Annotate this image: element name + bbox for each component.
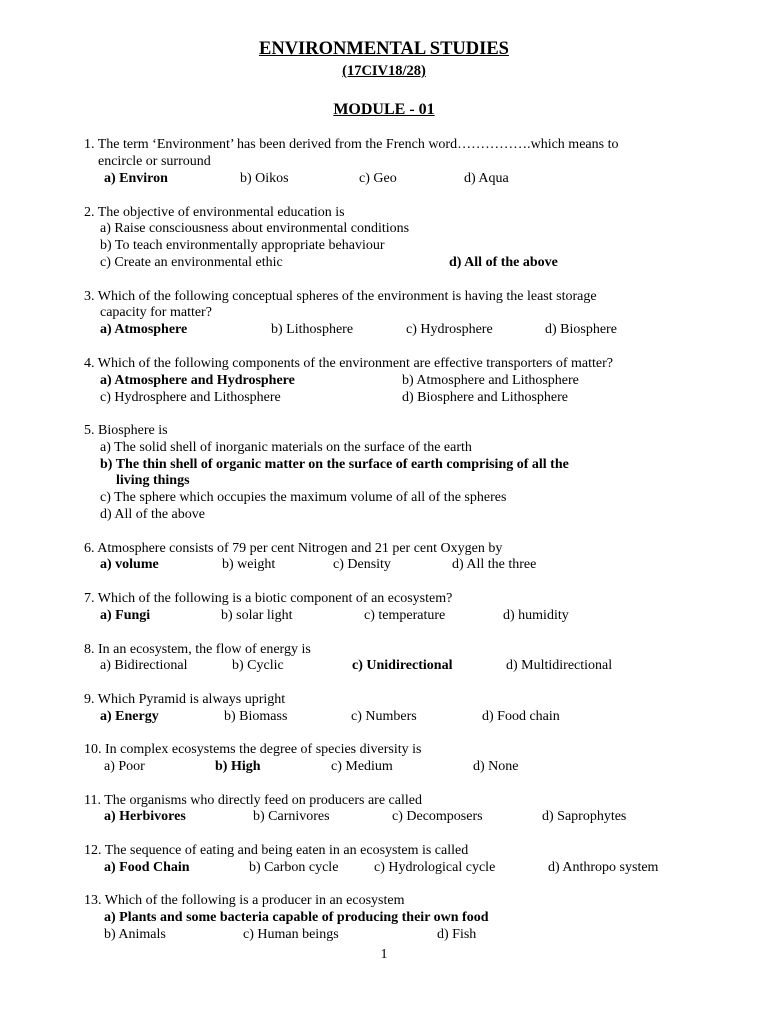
option-c: c) Human beings xyxy=(243,927,339,942)
option-a-answer: a) volume xyxy=(100,557,159,572)
option-a: a) Poor xyxy=(104,759,145,774)
option-b: b) Biomass xyxy=(224,709,288,724)
option-a-answer: a) Energy xyxy=(100,709,159,724)
option-b: b) Lithosphere xyxy=(271,322,354,337)
option-c: c) Decomposers xyxy=(392,809,483,824)
option-c: c) Hydrosphere xyxy=(406,322,493,337)
question-stem: 2. The objective of environmental education is xyxy=(84,205,345,220)
option-a-answer: a) Environ xyxy=(104,171,168,186)
option-d: d) Multidirectional xyxy=(506,658,613,673)
option-b: b) Carbon cycle xyxy=(249,860,339,875)
option-d: d) Saprophytes xyxy=(542,809,627,824)
question-stem: 3. Which of the following conceptual spheres of the environment is having the least storage xyxy=(84,289,597,304)
question-stem: 6. Atmosphere consists of 79 per cent Nitrogen and 21 per cent Oxygen by xyxy=(84,541,503,556)
option-d: d) Fish xyxy=(437,927,477,942)
option-b: b) Carnivores xyxy=(253,809,330,824)
option-d: d) Aqua xyxy=(464,171,509,186)
option-b: b) Cyclic xyxy=(232,658,284,673)
option-a-answer: a) Atmosphere xyxy=(100,322,188,337)
option-d: d) Biosphere and Lithosphere xyxy=(402,390,569,405)
question-stem: 7. Which of the following is a biotic component of an ecosystem? xyxy=(84,591,453,606)
option-d: d) None xyxy=(473,759,519,774)
option-c: c) Hydrosphere and Lithosphere xyxy=(100,390,281,405)
document-title: ENVIRONMENTAL STUDIES xyxy=(259,39,509,59)
option-d: d) Anthropo system xyxy=(548,860,659,875)
page-number: 1 xyxy=(380,947,388,962)
option-d-answer: d) All of the above xyxy=(449,255,558,270)
question-stem: 9. Which Pyramid is always upright xyxy=(84,692,286,707)
question-stem-cont: encircle or surround xyxy=(98,154,211,169)
course-code: (17CIV18/28) xyxy=(342,63,426,79)
option-c: c) Numbers xyxy=(351,709,417,724)
option-b: b) solar light xyxy=(221,608,293,623)
option-b: b) weight xyxy=(222,557,276,572)
question-stem: 1. The term ‘Environment’ has been derived from the French word…………….which means to xyxy=(84,137,619,152)
option-a: a) The solid shell of inorganic materials on the surface of the earth xyxy=(100,440,472,455)
option-d: d) humidity xyxy=(503,608,569,623)
option-d: d) All the three xyxy=(452,557,537,572)
option-c: c) Medium xyxy=(331,759,393,774)
option-b-answer: b) The thin shell of organic matter on the surface of earth comprising of all the xyxy=(100,457,569,472)
option-b-answer-cont: living things xyxy=(116,473,190,488)
option-b: b) Animals xyxy=(104,927,166,942)
option-a-answer: a) Plants and some bacteria capable of producing their own food xyxy=(104,910,489,925)
question-stem: 8. In an ecosystem, the flow of energy is xyxy=(84,642,311,657)
option-a-answer: a) Food Chain xyxy=(104,860,190,875)
option-d: d) Biosphere xyxy=(545,322,617,337)
option-c: c) Hydrological cycle xyxy=(374,860,496,875)
option-a: a) Bidirectional xyxy=(100,658,188,673)
option-c: c) Create an environmental ethic xyxy=(100,255,283,270)
module-heading: MODULE - 01 xyxy=(333,101,435,118)
option-d: d) All of the above xyxy=(100,507,205,522)
question-stem: 11. The organisms who directly feed on producers are called xyxy=(84,793,422,808)
option-a-answer: a) Fungi xyxy=(100,608,151,623)
option-c-answer: c) Unidirectional xyxy=(352,658,453,673)
question-stem: 12. The sequence of eating and being eaten in an ecosystem is called xyxy=(84,843,469,858)
option-b: b) Atmosphere and Lithosphere xyxy=(402,373,579,388)
question-stem-cont: capacity for matter? xyxy=(100,305,212,320)
option-b-answer: b) High xyxy=(215,759,261,774)
option-c: c) Geo xyxy=(359,171,397,186)
option-c: c) Density xyxy=(333,557,391,572)
option-a-answer: a) Herbivores xyxy=(104,809,186,824)
question-stem: 4. Which of the following components of the environment are effective transporters of matter? xyxy=(84,356,613,371)
option-d: d) Food chain xyxy=(482,709,560,724)
question-stem: 5. Biosphere is xyxy=(84,423,168,438)
option-c: c) temperature xyxy=(364,608,446,623)
question-stem: 10. In complex ecosystems the degree of species diversity is xyxy=(84,742,422,757)
option-a-answer: a) Atmosphere and Hydrosphere xyxy=(100,373,295,388)
option-a: a) Raise consciousness about environmental conditions xyxy=(100,221,410,236)
option-c: c) The sphere which occupies the maximum volume of all of the spheres xyxy=(100,490,507,505)
option-b: b) To teach environmentally appropriate behaviour xyxy=(100,238,385,253)
question-stem: 13. Which of the following is a producer in an ecosystem xyxy=(84,893,405,908)
option-b: b) Oikos xyxy=(240,171,289,186)
